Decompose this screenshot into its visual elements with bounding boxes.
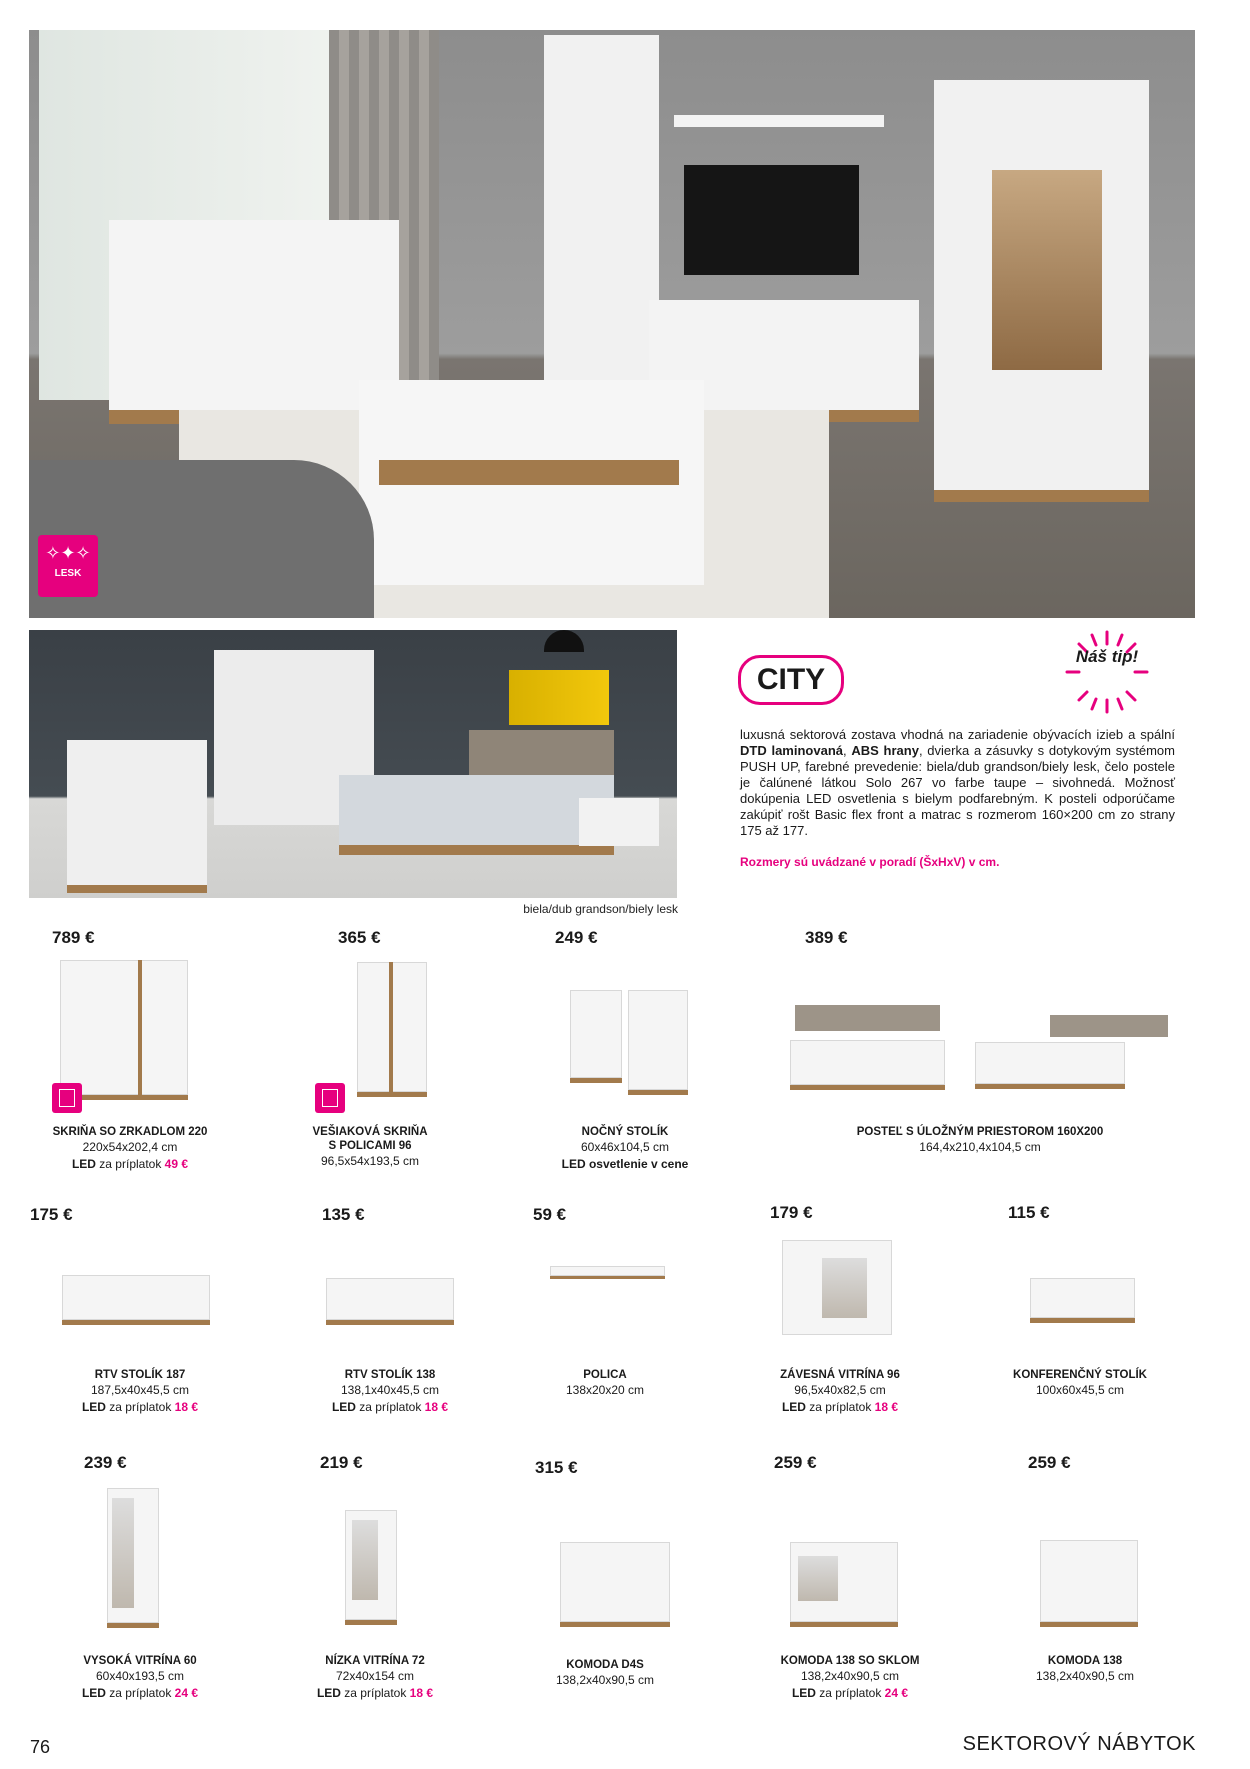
product-price: 389 € (805, 928, 848, 947)
sparkle-icon: ✧✦✧ (45, 543, 91, 563)
led-text: za príplatok (105, 1686, 175, 1700)
product-dimensions: 96,5x54x193,5 cm (320, 1154, 420, 1168)
glass-door (822, 1258, 867, 1318)
glass-door (112, 1498, 134, 1608)
oak-strip (138, 960, 142, 1095)
product-name: KOMODA 138 (1047, 1655, 1123, 1667)
painting (509, 670, 609, 725)
product-dimensions: 60x46x104,5 cm (580, 1140, 670, 1154)
pendant-lamp (544, 630, 584, 652)
led-info (40, 1400, 240, 1415)
page-number: 76 (30, 1737, 51, 1757)
dresser-138-image (1040, 1540, 1138, 1627)
desc-text-2: , (843, 743, 852, 758)
vitrine (934, 80, 1149, 502)
led-info (745, 1686, 955, 1701)
product-price: 179 € (770, 1203, 813, 1222)
led-price: 18 € (174, 1400, 199, 1414)
glass-door (352, 1520, 378, 1600)
product-name: ZÁVESNÁ VITRÍNA 96 (780, 1369, 900, 1381)
television (684, 165, 859, 275)
product-price: 175 € (30, 1205, 73, 1224)
led-label: LED (331, 1400, 356, 1414)
led-text: za príplatok (805, 1400, 875, 1414)
tv-stand-138-image (326, 1278, 454, 1325)
tv-stand-187-image (62, 1275, 210, 1325)
city-description (740, 727, 1175, 839)
led-text: za príplatok (340, 1686, 410, 1700)
product-dimensions: 187,5x40x45,5 cm (90, 1383, 190, 1397)
product-dimensions: 138,2x40x90,5 cm (1035, 1669, 1135, 1683)
product-price: 789 € (52, 928, 95, 947)
product-name: SKRIŇA SO ZRKADLOM 220 (52, 1126, 208, 1138)
desc-text-1: luxusná sektorová zostava vhodná na zariadenie obývacích izieb a spální (740, 727, 1175, 742)
section-title: SEKTOROVÝ NÁBYTOK (962, 1733, 1196, 1755)
coffee-table-image (1030, 1278, 1135, 1323)
product-name: NOČNÝ STOLÍK (581, 1126, 669, 1138)
led-label: LED (81, 1400, 106, 1414)
shelf-icon (315, 1083, 345, 1113)
product-price: 249 € (555, 928, 598, 947)
product-name: KONFERENČNÝ STOLÍK (1013, 1369, 1147, 1381)
led-price: 24 € (174, 1686, 199, 1700)
led-text: za príplatok (355, 1400, 425, 1414)
dresser-d4s-image (560, 1542, 670, 1627)
product-name: KOMODA 138 SO SKLOM (780, 1655, 920, 1667)
led-price: 49 € (164, 1157, 189, 1171)
led-text: za príplatok (815, 1686, 885, 1700)
led-info (740, 1400, 940, 1415)
product-dimensions: 138,2x40x90,5 cm (800, 1669, 900, 1683)
product-name: NÍZKA VITRÍNA 72 (325, 1655, 425, 1667)
product-name: POSTEĽ S ÚLOŽNÝM PRIESTOROM 160X200 (856, 1126, 1104, 1138)
led-label: LED (316, 1686, 341, 1700)
product-dimensions: 96,5x40x82,5 cm (794, 1383, 886, 1397)
product-price: 219 € (320, 1453, 363, 1472)
product-name-line1: VEŠIAKOVÁ SKRIŇA (312, 1126, 428, 1138)
led-label: LED (71, 1157, 96, 1171)
led-text: za príplatok (105, 1400, 175, 1414)
led-label: LED (791, 1686, 816, 1700)
led-info (20, 1157, 240, 1172)
our-tip-badge (1065, 630, 1149, 714)
wall-shelf-image (550, 1266, 665, 1279)
product-price: 135 € (322, 1205, 365, 1224)
product-price: 259 € (1028, 1453, 1071, 1472)
desc-bold-2: ABS hrany (851, 743, 919, 758)
product-price: 259 € (774, 1453, 817, 1472)
led-price: 24 € (884, 1686, 909, 1700)
led-price: 18 € (424, 1400, 449, 1414)
led-info (290, 1400, 490, 1415)
product-name: VYSOKÁ VITRÍNA 60 (83, 1655, 197, 1667)
dimensions-note: Rozmery sú uvádzané v poradí (ŠxHxV) v cm. (740, 855, 1000, 869)
gloss-badge (38, 535, 98, 597)
led-label: LED (81, 1686, 106, 1700)
glass-door (798, 1556, 838, 1601)
nightstand-image-b (628, 990, 688, 1095)
coffee-table (359, 380, 704, 585)
photo-caption: biela/dub grandson/biely lesk (523, 902, 678, 916)
led-text: za príplatok (95, 1157, 165, 1171)
product-name-line2: S POLICAMI 96 (328, 1140, 412, 1152)
gloss-badge-label: LESK (54, 568, 82, 579)
headboard-image-b (1050, 1015, 1168, 1037)
bed-image-b (975, 1042, 1125, 1089)
city-logo: CITY (738, 655, 844, 705)
wall-shelf (674, 115, 884, 127)
dresser (67, 740, 207, 893)
led-label: LED (781, 1400, 806, 1414)
product-price: 365 € (338, 928, 381, 947)
headboard-image (795, 1005, 940, 1031)
bed (339, 775, 614, 855)
led-info: LED osvetlenie v cene (561, 1157, 689, 1171)
product-dimensions: 164,4x210,4x104,5 cm (919, 1140, 1041, 1154)
product-dimensions: 138,2x40x90,5 cm (555, 1673, 655, 1687)
product-price: 59 € (533, 1205, 567, 1224)
led-info (275, 1686, 475, 1701)
nightstand (579, 798, 659, 846)
mirror-icon (52, 1083, 82, 1113)
product-name: POLICA (583, 1369, 627, 1381)
desc-text-3: , dvierka a zásuvky s dotykovým systémom PUSH UP, farebné prevedenie: biela/dub grandson/biely lesk, čelo postele je čalúnené látkou Solo 267 vo farbe taupe – sivohnedá. Možnosť dokúpenia LED osvetlenia s bielym podfarebným. K posteli odporúčame zakúpiť rošt Basic flex front a matrac s rozmerom 160×200 cm zo strany 175 až 177. (740, 743, 1175, 838)
product-price: 115 € (1008, 1203, 1050, 1222)
bed-image-a (790, 1040, 945, 1090)
nightstand-image-a (570, 990, 622, 1083)
led-price: 18 € (874, 1400, 899, 1414)
bedroom-photo (29, 630, 677, 898)
tall-cabinet (544, 35, 659, 395)
product-dimensions: 72x40x154 cm (335, 1669, 415, 1683)
hero-living-room-photo (29, 30, 1195, 618)
product-dimensions: 220x54x202,4 cm (82, 1140, 178, 1154)
product-dimensions: 60x40x193,5 cm (95, 1669, 185, 1683)
wardrobe-mirror-image (60, 960, 188, 1100)
product-dimensions: 138x20x20 cm (565, 1383, 645, 1397)
sideboard (109, 220, 399, 424)
led-info (40, 1686, 240, 1701)
product-name: RTV STOLÍK 138 (344, 1369, 436, 1381)
our-tip-text: Náš tip! (1075, 647, 1139, 666)
product-price: 315 € (535, 1458, 578, 1477)
starburst-icon (1065, 630, 1149, 714)
product-dimensions: 138,1x40x45,5 cm (340, 1383, 440, 1397)
product-name: RTV STOLÍK 187 (94, 1369, 186, 1381)
product-name: KOMODA D4S (566, 1659, 644, 1671)
product-price: 239 € (84, 1453, 127, 1472)
desc-bold-1: DTD laminovaná (740, 743, 843, 758)
product-dimensions: 100x60x45,5 cm (1035, 1383, 1125, 1397)
led-price: 18 € (409, 1686, 434, 1700)
oak-strip (389, 962, 393, 1092)
